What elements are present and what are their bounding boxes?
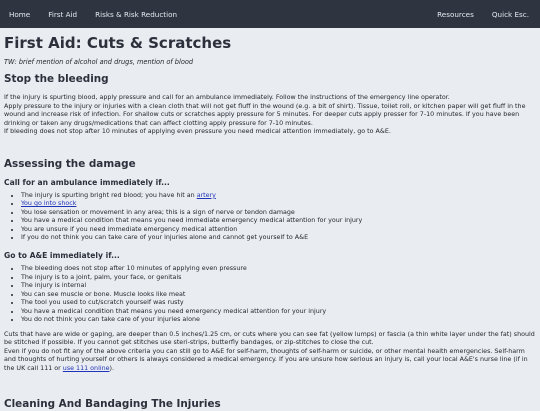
list-item: • The injury is spurting bright red blood; you have hit an artery [21,192,536,200]
assessing-paragraph [4,331,536,374]
nav-left [0,0,186,28]
stop-bleeding-line: If bleeding does not stop after 10 minutes of applying even pressure you need medical attention immediately, go to A&E. [4,128,391,136]
list-item: • The injury is internal [21,282,536,290]
top-navbar [0,0,540,28]
heading-ae: Go to A&E immediately if... [4,251,120,261]
main-content [0,33,540,411]
stop-bleeding-line: If the injury is spurting blood, apply pressure and call for an ambulance immediately. Follow the instructions of the emergency line operator. [4,94,450,101]
stop-bleeding-text [4,94,536,137]
nav-first-aid[interactable]: First Aid [48,9,78,19]
nav-risks[interactable]: Risks & Risk Reduction [95,9,178,19]
heading-ambulance: Call for an ambulance immediately if... [4,177,170,187]
list-item: • The injury is to a joint, palm, your face, or genitals [21,274,536,282]
nav-home[interactable]: Home [9,9,31,19]
list-item: • You lose sensation or movement in any area; this is a sign of nerve or tendon damage [21,209,536,217]
page-title: First Aid: Cuts & Scratches [4,34,232,52]
list-item: • The bleeding does not stop after 10 minutes of applying even pressure [21,265,536,273]
list-item: • You have a medical condition that means you need immediate emergency medical attention for your injury [21,217,536,225]
stitch-text: Cuts that have are wide or gaping, are deeper than 0.5 inches/1.25 cm, or cuts where you can see fat (yellow lumps) or fascia (a thin white layer under the fat) should be stitched if possible. If you cannot get stitches use steri-strips, butterfly bandages, or zip-stitches to close the cut. [4,330,535,347]
ae-list [4,265,536,324]
artery-link[interactable]: artery [196,191,216,199]
stop-bleeding-line: Apply pressure to the injury or injuries with a clean cloth that will not get fluff in the wound (e.g. a bit of shirt). Tissue, toilet roll, or kitchen paper will get fluff in the wound and increase risk of infection. For shallow cuts or scratches apply pressure for 5 minutes. For deeper cuts apply presser for 7-10 minutes. If you have been drinking or taken any drugs/medications that can affect clotting apply pressure for 7-10 minutes. [4,102,526,127]
list-item: • You are unsure if you need immediate emergency medical attention [21,226,536,234]
heading-cleaning: Cleaning And Bandaging The Injuries [4,398,221,411]
ae-text: Even if you do not fit any of the above criteria you can still go to A&E for self-harm, thoughts of self-harm or suicide, or other mental health emergencies. Self-harm and thoughts of hurting yourself or others is always considered a medical emergency. If you are unsure how serious an injury is, call your local A&E's nurse line (if in the UK call 111 or use 111 online). [4,347,528,372]
heading-stop-bleeding: Stop the bleeding [4,73,109,85]
heading-assessing: Assessing the damage [4,157,136,170]
trigger-warning: TW: brief mention of alcohol and drugs, mention of blood [4,58,194,66]
ambulance-list [4,192,536,243]
list-item: • You can see muscle or bone. Muscle looks like meat [21,291,536,299]
list-item: • The tool you used to cut/scratch yourself was rusty [21,299,536,307]
shock-link[interactable]: You go into shock [21,200,77,208]
nav-resources[interactable]: Resources [437,9,474,19]
list-item [21,200,536,208]
list-item: • You have a medical condition that means you need emergency medical attention for your injury [21,308,536,316]
list-item: • If you do not think you can take care of your injuries alone and cannot get yourself to A&E [21,234,536,242]
nav-quick-escape[interactable]: Quick Esc. [491,9,529,19]
use-111-online-link[interactable]: use 111 online [62,364,110,372]
nav-right [428,0,538,28]
list-item: • You do not think you can take care of your injuries alone [21,316,536,324]
